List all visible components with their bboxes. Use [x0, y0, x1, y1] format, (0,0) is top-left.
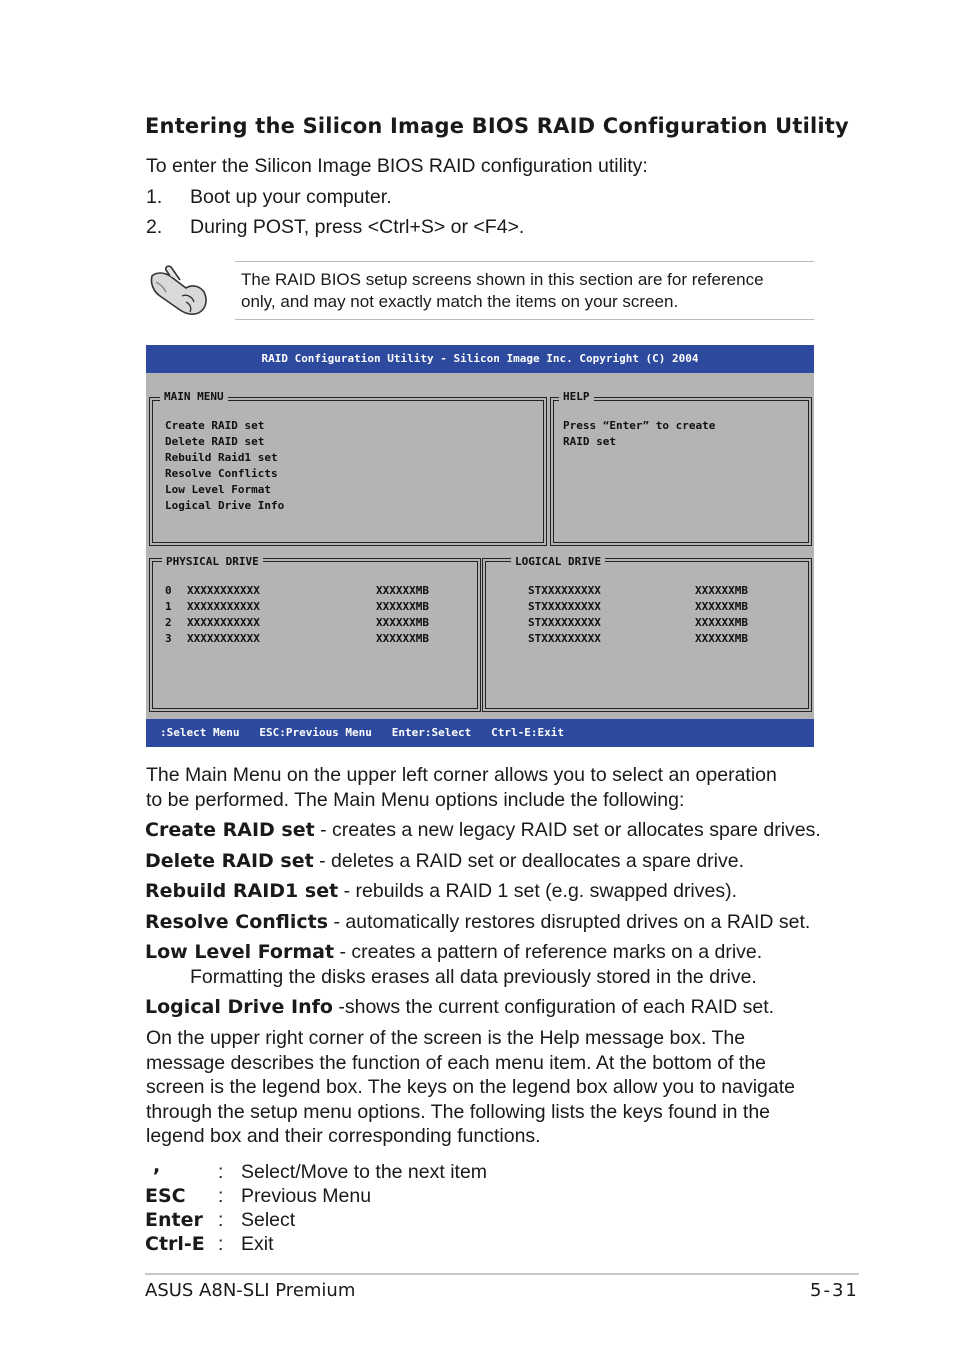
step-1 — [146, 185, 392, 210]
drive-index: 1 — [165, 600, 172, 613]
paragraph-line: message describes the function of each menu item. At the bottom of the — [146, 1051, 767, 1074]
option-create-raid-set — [145, 818, 821, 843]
key-desc: Previous Menu — [241, 1185, 372, 1207]
note-line-2: only, and may not exactly match the items on your screen. — [241, 291, 679, 311]
note-line-1: The RAID BIOS setup screens shown in this section are for reference — [241, 270, 764, 289]
logical-drive-label: LOGICAL DRIVE — [511, 555, 605, 568]
drive-index: 0 — [165, 584, 172, 597]
drive-size: XXXXXXMB — [695, 584, 748, 597]
key-separator: : — [218, 1185, 224, 1207]
footer-rule — [145, 1273, 859, 1275]
option-resolve-conflicts — [145, 910, 810, 935]
menu-item-rebuild-raid1-set[interactable]: Rebuild Raid1 set — [165, 451, 278, 464]
key-desc: Exit — [241, 1233, 274, 1255]
option-term: Low Level Format — [145, 941, 335, 963]
footer-page-number: 5-31 — [810, 1280, 859, 1301]
footer-product-name: ASUS A8N-SLI Premium — [145, 1280, 356, 1301]
option-desc: - creates a pattern of reference marks on a drive. — [334, 941, 763, 963]
menu-item-delete-raid-set[interactable]: Delete RAID set — [165, 435, 265, 448]
drive-name: STXXXXXXXXX — [528, 616, 601, 629]
key-separator: : — [218, 1161, 224, 1183]
drive-name: STXXXXXXXXX — [528, 632, 601, 645]
note-top-rule — [235, 261, 814, 262]
logical-drive-row[interactable] — [528, 600, 748, 613]
option-term: Logical Drive Info — [145, 996, 333, 1018]
step-text: Boot up your computer. — [190, 186, 392, 208]
key-desc: Select — [241, 1209, 296, 1231]
drive-size: XXXXXXMB — [695, 600, 748, 613]
key-row-esc — [145, 1184, 645, 1208]
physical-drive-row[interactable] — [165, 584, 429, 597]
step-text: During POST, press <Ctrl+S> or <F4>. — [190, 216, 525, 238]
bios-title-bar — [146, 345, 814, 373]
option-low-level-format — [145, 940, 762, 965]
menu-item-logical-drive-info[interactable]: Logical Drive Info — [165, 499, 285, 512]
drive-size: XXXXXXMB — [695, 616, 748, 629]
option-term: Rebuild RAID1 set — [145, 880, 339, 902]
drive-name: XXXXXXXXXXX — [187, 600, 260, 613]
paragraph-line: legend box and their corresponding functions. — [146, 1125, 541, 1147]
paragraph-line: The Main Menu on the upper left corner allows you to select an operation — [146, 764, 777, 786]
help-description — [146, 1026, 795, 1149]
drive-name: XXXXXXXXXXX — [187, 616, 260, 629]
key-name: Enter — [145, 1209, 203, 1231]
drive-name: XXXXXXXXXXX — [187, 584, 260, 597]
physical-drive-row[interactable] — [165, 632, 429, 645]
key-separator: : — [218, 1209, 224, 1231]
paragraph-line: through the setup menu options. The following lists the keys found in the — [146, 1100, 771, 1123]
help-label: HELP — [559, 390, 594, 403]
bios-title: RAID Configuration Utility - Silicon Image Inc. Copyright (C) 2004 — [261, 352, 699, 365]
key-row-ctrl-e — [145, 1232, 645, 1256]
step-2 — [146, 215, 525, 240]
drive-index: 2 — [165, 616, 172, 629]
drive-size: XXXXXXMB — [376, 600, 429, 613]
key-separator: : — [218, 1233, 224, 1255]
drive-name: XXXXXXXXXXX — [187, 632, 260, 645]
physical-drive-label: PHYSICAL DRIVE — [162, 555, 263, 568]
physical-drive-row[interactable] — [165, 616, 429, 629]
help-line: Press “Enter” to create — [563, 419, 716, 432]
raid-bios-screen — [146, 345, 814, 747]
option-term: Create RAID set — [145, 819, 315, 841]
option-desc: - creates a new legacy RAID set or allocates spare drives. — [314, 819, 821, 841]
drive-size: XXXXXXMB — [376, 584, 429, 597]
note-bottom-rule — [235, 319, 814, 320]
key-name: , — [153, 1155, 161, 1177]
option-desc: - automatically restores disrupted drives on a RAID set. — [328, 911, 811, 933]
help-line: RAID set — [563, 435, 616, 448]
section-heading: Entering the Silicon Image BIOS RAID Configuration Utility — [145, 114, 849, 138]
drive-size: XXXXXXMB — [376, 632, 429, 645]
key-row-enter — [145, 1208, 645, 1232]
physical-drive-row[interactable] — [165, 600, 429, 613]
drive-size: XXXXXXMB — [695, 632, 748, 645]
option-term: Delete RAID set — [145, 850, 314, 872]
drive-name: STXXXXXXXXX — [528, 584, 601, 597]
step-number: 1. — [146, 186, 163, 208]
key-name: ESC — [145, 1185, 186, 1207]
option-delete-raid-set — [145, 849, 744, 874]
bios-legend: :Select Menu ESC:Previous Menu Enter:Select Ctrl-E:Exit — [160, 726, 564, 739]
menu-item-resolve-conflicts[interactable]: Resolve Conflicts — [165, 467, 278, 480]
drive-name: STXXXXXXXXX — [528, 600, 601, 613]
key-name: Ctrl-E — [145, 1233, 205, 1255]
option-term: Resolve Conflicts — [145, 911, 329, 933]
intro-text: To enter the Silicon Image BIOS RAID configuration utility: — [146, 155, 648, 177]
key-desc: Select/Move to the next item — [241, 1161, 488, 1183]
option-rebuild-raid1-set — [145, 879, 737, 904]
option-logical-drive-info — [145, 995, 774, 1020]
menu-item-create-raid-set[interactable]: Create RAID set — [165, 419, 265, 432]
logical-drive-row[interactable] — [528, 632, 748, 645]
drive-index: 3 — [165, 632, 172, 645]
paragraph-line: On the upper right corner of the screen is the Help message box. The — [146, 1027, 746, 1049]
hand-note-icon — [146, 262, 212, 318]
paragraph-line: screen is the legend box. The keys on the legend box allow you to navigate — [146, 1076, 795, 1098]
option-desc: -shows the current configuration of each RAID set. — [332, 996, 775, 1018]
logical-drive-row[interactable] — [528, 584, 748, 597]
drive-size: XXXXXXMB — [376, 616, 429, 629]
step-number: 2. — [146, 216, 163, 238]
main-menu-description — [146, 763, 777, 812]
option-desc: - rebuilds a RAID 1 set (e.g. swapped drives). — [338, 880, 738, 902]
paragraph-line: to be performed. The Main Menu options include the following: — [146, 788, 685, 811]
option-continuation: Formatting the disks erases all data previously stored in the drive. — [190, 966, 757, 988]
logical-drive-row[interactable] — [528, 616, 748, 629]
menu-item-low-level-format[interactable]: Low Level Format — [165, 483, 271, 496]
option-desc: - deletes a RAID set or deallocates a spare drive. — [313, 850, 745, 872]
key-row-next — [145, 1155, 645, 1184]
note-text — [241, 269, 764, 312]
main-menu-label: MAIN MENU — [160, 390, 228, 403]
